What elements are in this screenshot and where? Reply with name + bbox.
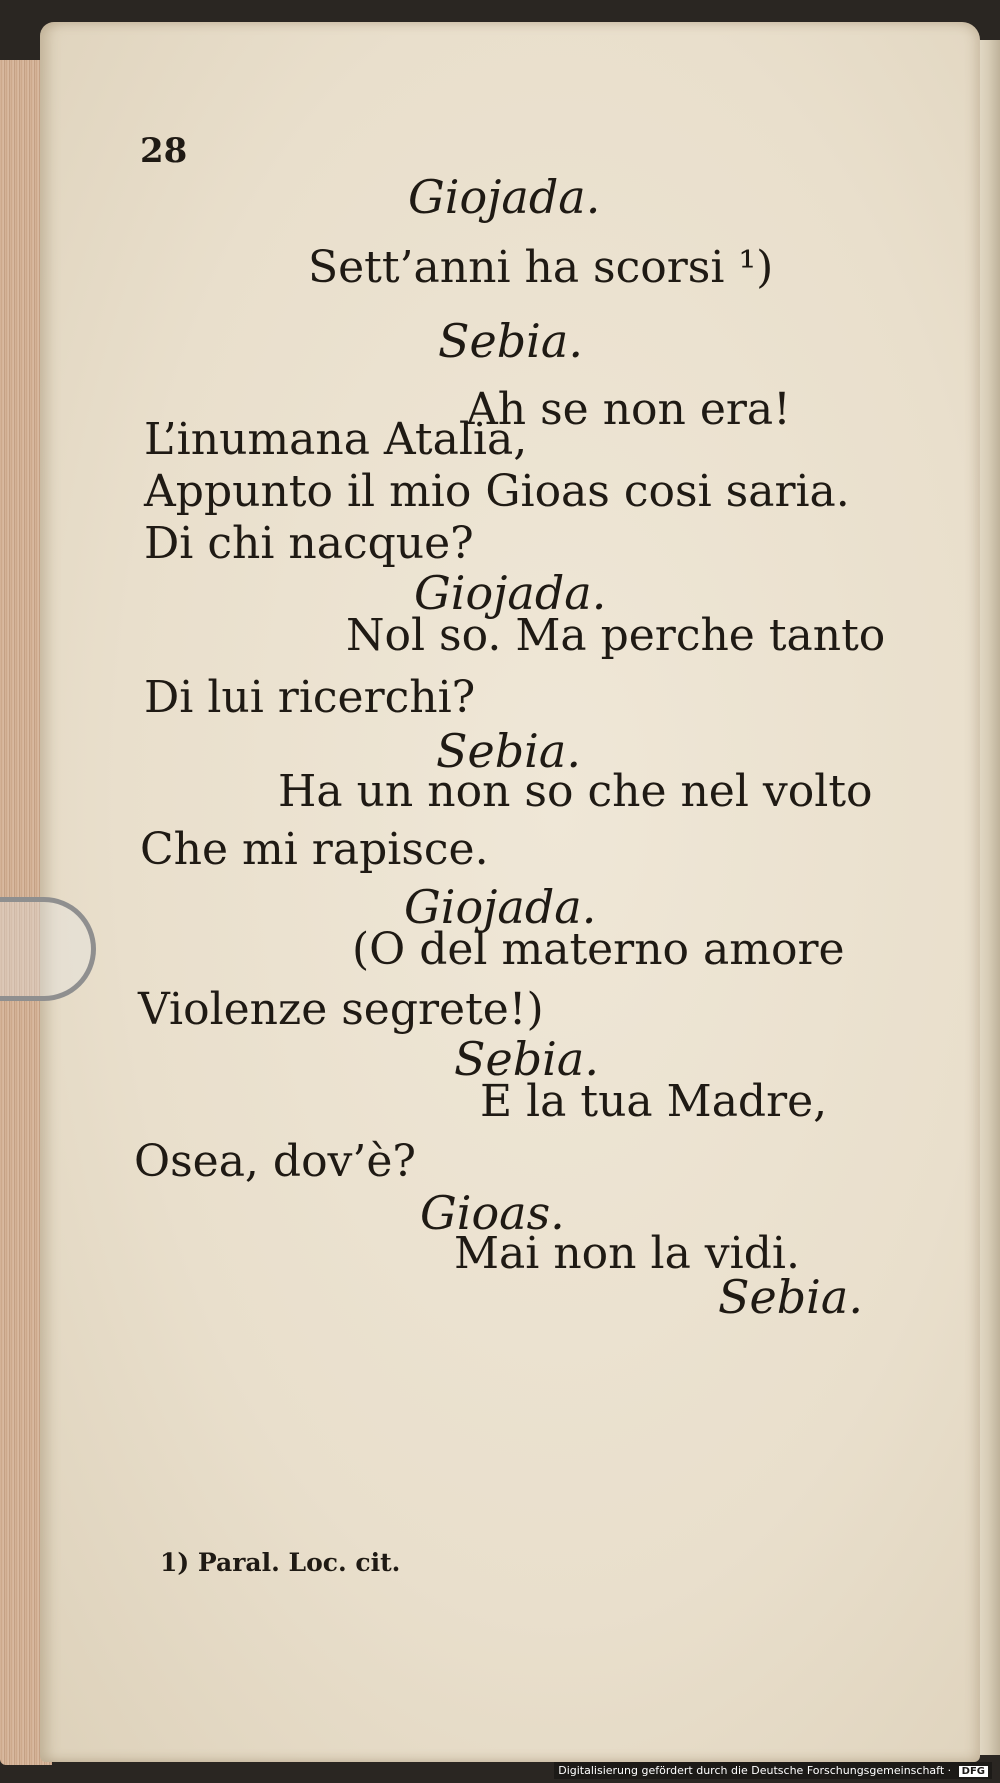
verse-line: (O del materno amore: [352, 924, 845, 975]
verse-line: Ah se non era!: [466, 384, 791, 435]
verse-line: Ha un non so che nel volto: [278, 766, 873, 817]
verse-line: Di chi nacque?: [144, 518, 474, 569]
page-number: 28: [140, 131, 188, 171]
speaker-giojada: Giojada.: [408, 170, 601, 224]
verse-line: Che mi rapisce.: [140, 824, 489, 875]
digitization-credit: [554, 1762, 992, 1779]
speaker-sebia: Sebia.: [438, 314, 583, 368]
verse-line: L’inumana Atalia,: [144, 414, 528, 465]
dfg-logo: DFG: [959, 1766, 988, 1777]
footnote: 1) Paral. Loc. cit.: [160, 1548, 401, 1577]
verse-line: Mai non la vidi.: [454, 1228, 800, 1279]
speaker-sebia: Sebia.: [454, 1032, 599, 1086]
speaker-giojada: Giojada.: [404, 880, 597, 934]
verse-line: Osea, dov’è?: [134, 1136, 417, 1187]
speaker-gioas: Gioas.: [420, 1186, 565, 1240]
verse-line: Sett’anni ha scorsi ¹): [308, 242, 774, 293]
speaker-sebia: Sebia.: [436, 724, 581, 778]
verse-line: Violenze segrete!): [138, 984, 544, 1035]
credit-text: Digitalisierung gefördert durch die Deutsche Forschungsgemeinschaft ·: [558, 1764, 952, 1777]
speaker-giojada: Giojada.: [414, 566, 607, 620]
verse-line: Di lui ricerchi?: [144, 672, 476, 723]
speaker-sebia-catchword: Sebia.: [718, 1270, 863, 1324]
verse-line: Appunto il mio Gioas cosi saria.: [144, 466, 850, 517]
verse-line: Nol so. Ma perche tanto: [346, 610, 886, 661]
verse-line: E la tua Madre,: [480, 1076, 828, 1127]
